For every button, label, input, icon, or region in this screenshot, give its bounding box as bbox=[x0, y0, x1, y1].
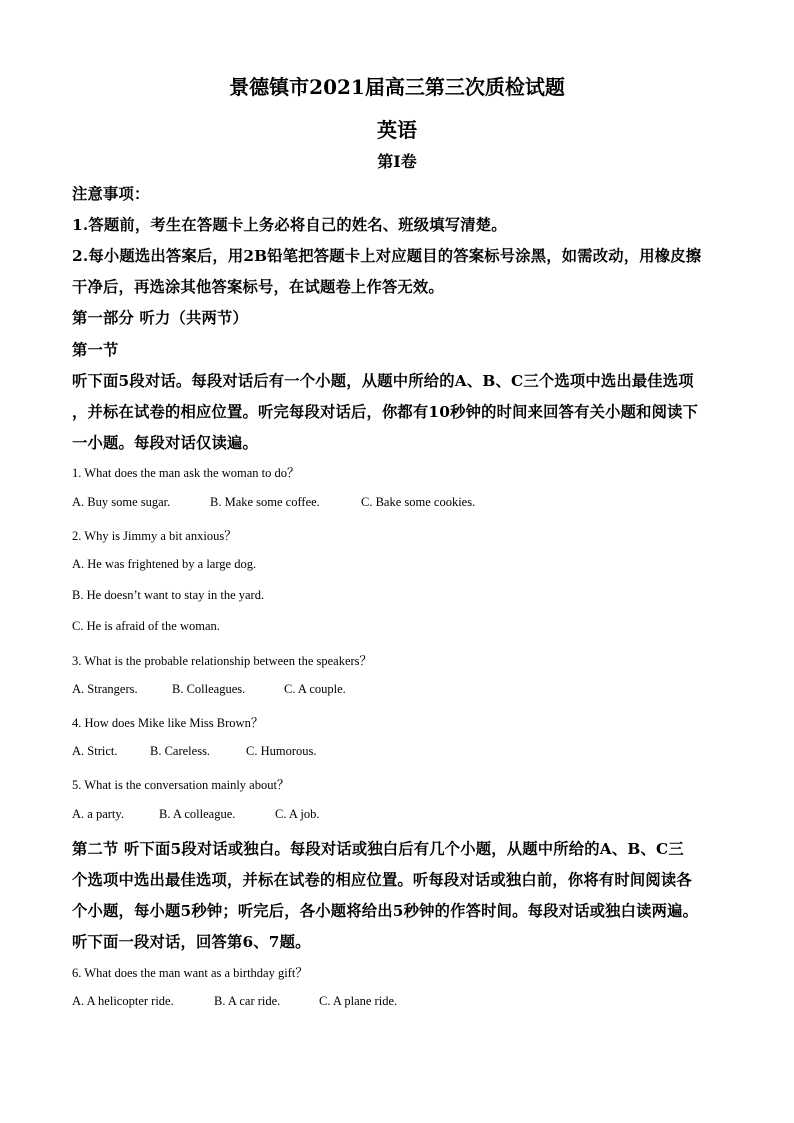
question-3-option-c: C. A couple. bbox=[284, 682, 346, 696]
question-6-options bbox=[72, 994, 397, 1009]
notes-item-2-line-2: 干净后，再选涂其他答案标号，在试题卷上作答无效。 bbox=[72, 278, 444, 296]
question-3-text: 3. What is the probable relationship between the speakers？ bbox=[72, 654, 373, 668]
subject-title: 英语 bbox=[377, 118, 417, 142]
question-2-text: 2. Why is Jimmy a bit anxious？ bbox=[72, 529, 237, 543]
question-1-option-b: B. Make some coffee. bbox=[210, 495, 320, 509]
question-1-option-c: C. Bake some cookies. bbox=[361, 495, 476, 509]
question-6-option-c: C. A plane ride. bbox=[319, 994, 398, 1008]
section1-instruction-line-1: 听下面5段对话。每段对话后有一个小题，从题中所给的A、B、C三个选项中选出最佳选项 bbox=[72, 372, 694, 390]
volume-title: 第I卷 bbox=[377, 152, 417, 171]
section2-instruction-line-2: 个选项中选出最佳选项，并标在试卷的相应位置。听每段对话或独白前，你将有时间阅读各 bbox=[72, 871, 692, 889]
section1-heading: 第一节 bbox=[72, 341, 119, 359]
part1-heading: 第一部分 听力（共两节） bbox=[72, 309, 248, 327]
question-6-option-a: A. A helicopter ride. bbox=[72, 994, 174, 1008]
question-3-option-b: B. Colleagues. bbox=[172, 682, 246, 696]
question-5-option-c: C. A job. bbox=[275, 807, 320, 821]
question-4-text: 4. How does Mike like Miss Brown？ bbox=[72, 716, 264, 730]
section2-instruction-line-1: 第二节 听下面5段对话或独白。每段对话或独白后有几个小题，从题中所给的A、B、C三 bbox=[72, 840, 684, 858]
section1-instruction-line-3: 一小题。每段对话仅读遍。 bbox=[72, 434, 258, 452]
notes-item-2-line-1: 2.每小题选出答案后，用2B铅笔把答题卡上对应题目的答案标号涂黑，如需改动，用橡皮擦 bbox=[72, 247, 702, 265]
question-4-option-c: C. Humorous. bbox=[246, 744, 317, 758]
section2-instruction-line-4: 听下面一段对话，回答第6、7题。 bbox=[72, 933, 311, 951]
question-2-option-b: B. He doesn’t want to stay in the yard. bbox=[72, 588, 265, 602]
question-5-options bbox=[72, 807, 319, 822]
question-1-options bbox=[72, 495, 475, 510]
notes-heading: 注意事项： bbox=[72, 185, 150, 203]
question-5-text: 5. What is the conversation mainly about？ bbox=[72, 778, 290, 792]
question-3-option-a: A. Strangers. bbox=[72, 682, 138, 696]
question-1-text: 1. What does the man ask the woman to do？ bbox=[72, 466, 300, 480]
question-4-option-b: B. Careless. bbox=[150, 744, 211, 758]
question-3-options bbox=[72, 682, 346, 697]
question-2-option-a: A. He was frightened by a large dog. bbox=[72, 557, 257, 571]
question-4-option-a: A. Strict. bbox=[72, 744, 118, 758]
section2-instruction-line-3: 个小题，每小题5秒钟；听完后，各小题将给出5秒钟的作答时间。每段对话或独白读两遍。 bbox=[72, 902, 699, 920]
notes-item-1: 1.答题前，考生在答题卡上务必将自己的姓名、班级填写清楚。 bbox=[72, 216, 507, 234]
question-1-option-a: A. Buy some sugar. bbox=[72, 495, 171, 509]
question-5-option-a: A. a party. bbox=[72, 807, 124, 821]
question-2-option-c: C. He is afraid of the woman. bbox=[72, 619, 220, 633]
question-5-option-b: B. A colleague. bbox=[159, 807, 236, 821]
question-4-options bbox=[72, 744, 317, 759]
exam-title: 景德镇市2021届高三第三次质检试题 bbox=[229, 75, 565, 99]
question-6-option-b: B. A car ride. bbox=[214, 994, 281, 1008]
question-6-text: 6. What does the man want as a birthday gift？ bbox=[72, 966, 308, 980]
section1-instruction-line-2: ，并标在试卷的相应位置。听完每段对话后，你都有10秒钟的时间来回答有关小题和阅读下 bbox=[72, 403, 699, 421]
